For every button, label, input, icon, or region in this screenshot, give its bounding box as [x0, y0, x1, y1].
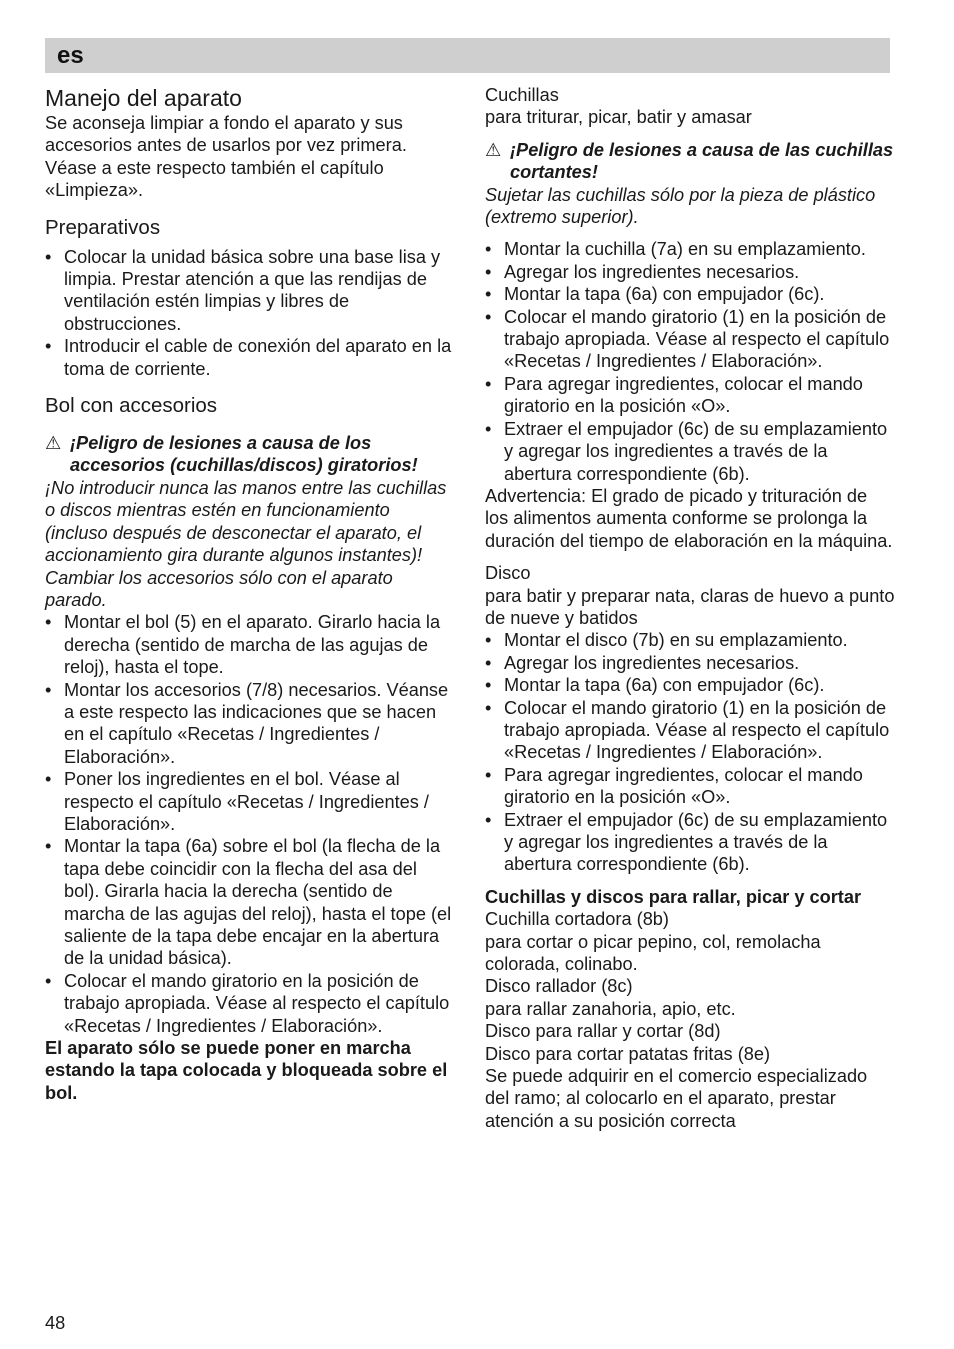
disc-heading: Disco: [485, 563, 531, 584]
bowl-steps-list: [45, 611, 455, 1037]
bowl-warning-heading: [45, 432, 455, 477]
disc-steps-list: [485, 629, 895, 875]
bowl-heading: Bol con accesorios: [45, 394, 218, 418]
warning-icon: ⚠: [45, 433, 62, 454]
knives-note: Advertencia: El grado de picado y trituración de los alimentos aumenta conforme se prolonga la duración del tiempo de elaboración en la máquina.: [485, 485, 893, 551]
bowl-warning-text: ¡No introducir nunca las manos entre las cuchillas o discos mientras estén en funcionamiento (incluso después de desconectar el aparato, el accionamiento gira durante algunos instantes)!: [45, 477, 447, 566]
list-item: • Poner los ingredientes en el bol. Véase al respecto el capítulo «Recetas / Ingredientes / Elaboración».: [45, 768, 455, 835]
list-item: • Colocar la unidad básica sobre una base lisa y limpia. Prestar atención a que las rendijas de ventilación estén limpias y libres de obstrucciones.: [45, 246, 455, 336]
knives-warning-heading: [485, 139, 895, 184]
knives-subtitle: para triturar, picar, batir y amasar: [485, 107, 752, 128]
right-column: [485, 84, 895, 1132]
list-item: • Montar el bol (5) en el aparato. Girarlo hacia la derecha (sentido de marcha de las agujas de reloj), hasta el tope.: [45, 611, 455, 678]
knives-heading: Cuchillas: [485, 85, 559, 105]
list-item: • Montar el disco (7b) en su emplazamiento.: [485, 629, 895, 651]
knives-warning-text: Sujetar las cuchillas sólo por la pieza de plástico (extremo superior).: [485, 184, 876, 228]
list-item: • Extraer el empujador (6c) de su emplazamiento y agregar los ingredientes a través de la abertura correspondiente (6b).: [485, 418, 895, 485]
list-item: • Para agregar ingredientes, colocar el mando giratorio en la posición «O».: [485, 764, 895, 809]
disc-subtitle: para batir y preparar nata, claras de huevo a punto de nueve y batidos: [485, 585, 895, 628]
grate-line: Se puede adquirir en el comercio especializado del ramo; al colocarlo en el aparato, prestar atención a su posición correcta: [485, 1066, 868, 1131]
list-item: • Montar la tapa (6a) sobre el bol (la flecha de la tapa debe coincidir con la flecha del asa del bol). Girarla hacia la derecha (sentido de marcha de las agujas del reloj), hasta el tope (el saliente de la tapa debe encajar en la abertura de la unidad básica).: [45, 835, 455, 969]
grate-line: para cortar o picar pepino, col, remolacha colorada, colinabo.: [485, 931, 821, 975]
warning-heading-text: ¡Peligro de lesiones a causa de los accesorios (cuchillas/discos) giratorios!: [70, 433, 418, 476]
list-item: • Extraer el empujador (6c) de su emplazamiento y agregar los ingredientes a través de la abertura correspondiente (6b).: [485, 809, 895, 876]
list-item: • Colocar el mando giratorio (1) en la posición de trabajo apropiada. Véase al respecto el capítulo «Recetas / Ingredientes / Elaboración».: [485, 697, 895, 764]
warning-heading-text: ¡Peligro de lesiones a causa de las cuchillas cortantes!: [510, 139, 894, 183]
list-item: • Colocar el mando giratorio en la posición de trabajo apropiada. Véase al respecto el capítulo «Recetas / Ingredientes / Elaboración».: [45, 970, 455, 1037]
grate-line: Disco rallador (8c): [485, 976, 633, 997]
grate-line: Disco para cortar patatas fritas (8e): [485, 1043, 771, 1064]
left-column: [45, 84, 455, 1104]
preparation-list: [45, 246, 455, 380]
list-item: • Montar la tapa (6a) con empujador (6c).: [485, 674, 895, 696]
language-bar: [45, 38, 890, 73]
grate-line: para rallar zanahoria, apio, etc.: [485, 998, 736, 1019]
list-item: • Montar los accesorios (7/8) necesarios. Véanse a este respecto las indicaciones que se hacen en el capítulo «Recetas / Ingredientes / Elaboración».: [45, 679, 455, 769]
bold-safety-note: El aparato sólo se puede poner en marcha estando la tapa colocada y bloqueada sobre el bol.: [45, 1038, 448, 1103]
grate-heading: Cuchillas y discos para rallar, picar y cortar: [485, 886, 862, 907]
list-item: • Montar la tapa (6a) con empujador (6c).: [485, 283, 895, 305]
preparation-heading: Preparativos: [45, 215, 161, 239]
list-item: • Introducir el cable de conexión del aparato en la toma de corriente.: [45, 335, 455, 380]
list-item: • Para agregar ingredientes, colocar el mando giratorio en la posición «O».: [485, 373, 895, 418]
intro-paragraph: Se aconseja limpiar a fondo el aparato y sus accesorios antes de usarlos por vez primera. Véase a este respecto también el capítulo «Limpieza».: [45, 113, 407, 201]
section-title: Manejo del aparato: [45, 85, 242, 111]
page-number: 48: [45, 1313, 66, 1333]
knives-steps-list: [485, 238, 895, 484]
list-item: • Agregar los ingredientes necesarios.: [485, 261, 895, 283]
list-item: • Colocar el mando giratorio (1) en la posición de trabajo apropiada. Véase al respecto el capítulo «Recetas / Ingredientes / Elaboración».: [485, 306, 895, 373]
list-item: • Montar la cuchilla (7a) en su emplazamiento.: [485, 238, 895, 260]
bowl-warning-text-2: Cambiar los accesorios sólo con el aparato parado.: [45, 567, 393, 610]
list-item: • Agregar los ingredientes necesarios.: [485, 652, 895, 674]
grate-line: Disco para rallar y cortar (8d): [485, 1021, 721, 1042]
warning-icon: ⚠: [485, 139, 502, 160]
grate-line: Cuchilla cortadora (8b): [485, 909, 669, 930]
language-code: es: [57, 42, 84, 69]
